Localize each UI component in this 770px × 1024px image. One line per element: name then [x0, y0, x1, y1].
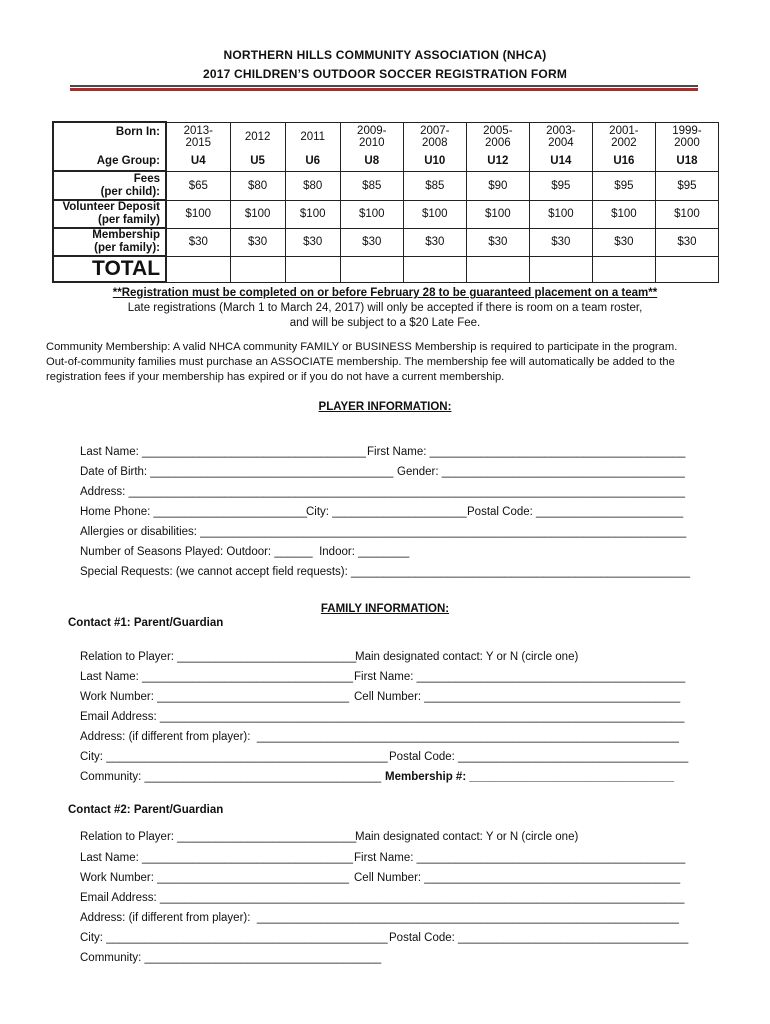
deposit-cell: $100: [340, 200, 403, 228]
fee-cell: $65: [166, 171, 230, 200]
fee-cell: $95: [655, 171, 718, 200]
header-rule-dark: [70, 85, 698, 87]
contact1-community-field[interactable]: Community: _____________________________________: [80, 771, 382, 783]
contact1-main-contact-option[interactable]: Main designated contact: Y or N (circle one): [355, 651, 579, 663]
membership-cell: $30: [466, 228, 529, 256]
fee-cell: $90: [466, 171, 529, 200]
fee-cell: $85: [340, 171, 403, 200]
born-cell: 2001- 2002: [592, 122, 655, 152]
born-cell: 2005- 2006: [466, 122, 529, 152]
volunteer-deposit-label: Volunteer Deposit (per family): [53, 200, 166, 228]
born-cell: 1999- 2000: [655, 122, 718, 152]
contact2-last-name-field[interactable]: Last Name: _________________________________: [80, 852, 354, 864]
player-last-name-field[interactable]: Last Name: ___________________________________: [80, 446, 366, 458]
deposit-cell: $100: [403, 200, 466, 228]
deposit-cell: $100: [529, 200, 592, 228]
contact2-cell-number-field[interactable]: Cell Number: ________________________________________: [354, 872, 681, 884]
membership-cell: $30: [529, 228, 592, 256]
age-cell: U18: [655, 152, 718, 171]
contact2-postal-code-field[interactable]: Postal Code: ____________________________________: [389, 932, 689, 944]
fee-cell: $95: [529, 171, 592, 200]
player-dob-field[interactable]: Date of Birth: ______________________________________: [80, 466, 394, 478]
player-postal-code-field[interactable]: Postal Code: _______________________: [467, 506, 684, 518]
form-title: NORTHERN HILLS COMMUNITY ASSOCIATION (NHCA): [223, 48, 547, 62]
deposit-cell: $100: [466, 200, 529, 228]
contact1-last-name-field[interactable]: Last Name: _________________________________: [80, 671, 354, 683]
deposit-cell: $100: [592, 200, 655, 228]
contact2-community-field[interactable]: Community: _____________________________________: [80, 952, 382, 964]
total-cell[interactable]: [592, 256, 655, 282]
membership-label: Membership (per family):: [53, 228, 166, 256]
membership-cell: $30: [592, 228, 655, 256]
age-cell: U4: [166, 152, 230, 171]
born-cell: 2007- 2008: [403, 122, 466, 152]
player-allergies-field[interactable]: Allergies or disabilities: ____________________________________________________________________________: [80, 526, 687, 538]
membership-cell: $30: [285, 228, 340, 256]
contact2-city-field[interactable]: City: ____________________________________________: [80, 932, 388, 944]
form-subtitle: 2017 CHILDREN’S OUTDOOR SOCCER REGISTRATION FORM: [202, 67, 568, 81]
late-note-line1: Late registrations (March 1 to March 24, 2017) will only be accepted if there is room on a team roster,: [127, 302, 643, 314]
contact1-city-field[interactable]: City: ____________________________________________: [80, 751, 388, 763]
contact1-membership-number-field[interactable]: Membership #: ________________________________: [385, 771, 675, 783]
membership-paragraph: Community Membership: A valid NHCA community FAMILY or BUSINESS Membership is required to participate in the program. Out-of-community families must purchase an ASSOCIATE membership. The membership fee will automatically be added to the registration fees if your membership has expired or if you do not have a current membership.: [46, 341, 678, 383]
age-group-label: Age Group:: [53, 152, 166, 171]
born-cell: 2013- 2015: [166, 122, 230, 152]
contact2-main-contact-option[interactable]: Main designated contact: Y or N (circle one): [355, 831, 579, 843]
player-address-field[interactable]: Address: _______________________________________________________________________________________: [80, 486, 686, 498]
age-cell: U12: [466, 152, 529, 171]
fees-label: Fees (per child):: [53, 171, 166, 200]
total-cell[interactable]: [285, 256, 340, 282]
contact2-first-name-field[interactable]: First Name: __________________________________________: [354, 852, 686, 864]
deposit-cell: $100: [230, 200, 285, 228]
fee-cell: $85: [403, 171, 466, 200]
total-cell[interactable]: [230, 256, 285, 282]
player-home-phone-field[interactable]: Home Phone: ________________________: [80, 506, 308, 518]
fee-cell: $80: [285, 171, 340, 200]
total-cell[interactable]: [529, 256, 592, 282]
contact1-work-number-field[interactable]: Work Number: ______________________________: [80, 691, 349, 703]
contact2-address-field[interactable]: Address: (if different from player): __________________________________________________________________: [80, 912, 679, 924]
player-city-field[interactable]: City: _____________________: [306, 506, 467, 518]
born-cell: 2011: [285, 122, 340, 152]
age-cell: U5: [230, 152, 285, 171]
membership-cell: $30: [340, 228, 403, 256]
membership-cell: $30: [403, 228, 466, 256]
age-cell: U14: [529, 152, 592, 171]
contact1-cell-number-field[interactable]: Cell Number: ________________________________________: [354, 691, 681, 703]
total-cell[interactable]: [340, 256, 403, 282]
player-seasons-field[interactable]: Number of Seasons Played: Outdoor: ______ Indoor: ________: [80, 546, 410, 558]
contact1-relation-field[interactable]: Relation to Player: ____________________________: [80, 651, 357, 663]
deposit-cell: $100: [166, 200, 230, 228]
fee-cell: $80: [230, 171, 285, 200]
contact1-postal-code-field[interactable]: Postal Code: ____________________________________: [389, 751, 689, 763]
contact2-title: Contact #2: Parent/Guardian: [68, 804, 224, 816]
contact2-work-number-field[interactable]: Work Number: ______________________________: [80, 872, 349, 884]
contact1-email-field[interactable]: Email Address: __________________________________________________________________________________: [80, 711, 685, 723]
player-special-requests-field[interactable]: Special Requests: (we cannot accept field requests): _____________________________________________________: [80, 566, 691, 578]
player-first-name-field[interactable]: First Name: ________________________________________: [367, 446, 686, 458]
total-cell[interactable]: [466, 256, 529, 282]
age-cell: U8: [340, 152, 403, 171]
contact1-title: Contact #1: Parent/Guardian: [68, 617, 224, 629]
total-cell[interactable]: [403, 256, 466, 282]
total-cell[interactable]: [166, 256, 230, 282]
membership-cell: $30: [655, 228, 718, 256]
deposit-cell: $100: [655, 200, 718, 228]
header-rule-red: [70, 88, 698, 91]
player-gender-field[interactable]: Gender: ______________________________________: [397, 466, 685, 478]
born-cell: 2009- 2010: [340, 122, 403, 152]
age-cell: U16: [592, 152, 655, 171]
deposit-cell: $100: [285, 200, 340, 228]
contact2-email-field[interactable]: Email Address: __________________________________________________________________________________: [80, 892, 685, 904]
contact1-address-field[interactable]: Address: (if different from player): __________________________________________________________________: [80, 731, 679, 743]
player-info-heading: PLAYER INFORMATION:: [318, 401, 452, 413]
contact1-first-name-field[interactable]: First Name: __________________________________________: [354, 671, 686, 683]
membership-cell: $30: [166, 228, 230, 256]
total-cell[interactable]: [655, 256, 718, 282]
total-label: TOTAL: [53, 256, 166, 282]
family-info-heading: FAMILY INFORMATION:: [320, 603, 450, 615]
born-cell: 2003- 2004: [529, 122, 592, 152]
deadline-note: **Registration must be completed on or before February 28 to be guaranteed placement on a team**: [112, 287, 658, 299]
born-in-label: Born In:: [53, 122, 166, 152]
age-cell: U6: [285, 152, 340, 171]
late-note-line2: and will be subject to a $20 Late Fee.: [289, 317, 481, 329]
fee-cell: $95: [592, 171, 655, 200]
membership-cell: $30: [230, 228, 285, 256]
age-cell: U10: [403, 152, 466, 171]
born-cell: 2012: [230, 122, 285, 152]
fee-table: [52, 121, 719, 283]
contact2-relation-field[interactable]: Relation to Player: ____________________________: [80, 831, 357, 843]
